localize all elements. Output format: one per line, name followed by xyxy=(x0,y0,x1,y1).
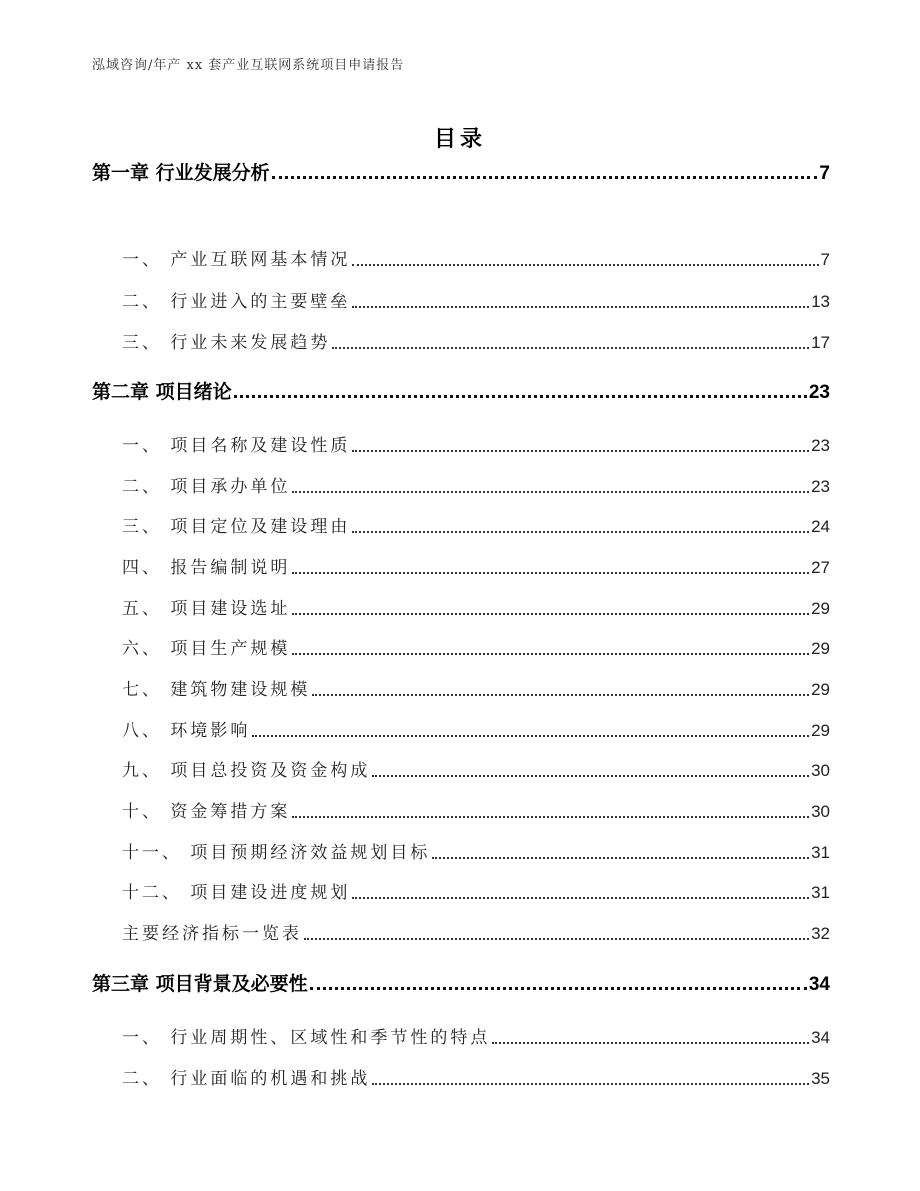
toc-section-entry[interactable] xyxy=(92,633,830,659)
toc-section-entry[interactable] xyxy=(92,755,830,781)
toc-page-number: 31 xyxy=(811,843,830,862)
toc-entry-label: 三、 行业未来发展趋势 xyxy=(122,333,331,353)
toc-section-entry[interactable] xyxy=(92,552,830,578)
toc-section-entry[interactable] xyxy=(92,593,830,619)
toc-page-number: 24 xyxy=(811,517,830,536)
toc-entry-label: 五、 项目建设选址 xyxy=(122,599,291,619)
dot-leader xyxy=(352,305,809,308)
toc-entry-label: 三、 项目定位及建设理由 xyxy=(122,517,351,537)
toc-entry-label: 二、 行业面临的机遇和挑战 xyxy=(122,1069,371,1089)
dot-leader xyxy=(352,530,809,533)
toc-entry-label: 第二章 项目绪论 xyxy=(92,381,232,403)
toc-chapter-entry[interactable] xyxy=(92,966,830,996)
toc-entry-label: 四、 报告编制说明 xyxy=(122,558,291,578)
dot-leader xyxy=(252,734,809,737)
toc-page-number: 27 xyxy=(811,558,830,577)
toc-page-number: 35 xyxy=(811,1069,830,1088)
dot-leader xyxy=(292,815,809,818)
toc-entry-label: 十二、 项目建设进度规划 xyxy=(122,883,351,903)
toc-page-number: 30 xyxy=(811,761,830,780)
toc-entry-label: 八、 环境影响 xyxy=(122,721,251,741)
toc-entry-label: 二、 项目承办单位 xyxy=(122,477,291,497)
dot-leader xyxy=(492,1041,809,1044)
toc-page-number: 29 xyxy=(811,639,830,658)
toc-page-number: 34 xyxy=(808,974,830,995)
toc-entry-label: 第一章 行业发展分析 xyxy=(92,162,270,184)
toc-entry-label: 十、 资金筹措方案 xyxy=(122,802,291,822)
toc-section-entry[interactable] xyxy=(92,1063,830,1089)
toc-page-number: 23 xyxy=(811,477,830,496)
toc-entry-label: 十一、 项目预期经济效益规划目标 xyxy=(122,843,431,863)
toc-section-entry[interactable] xyxy=(92,877,830,903)
toc-page-number: 30 xyxy=(811,802,830,821)
dot-leader xyxy=(352,449,809,452)
toc-entry-label: 二、 行业进入的主要壁垒 xyxy=(122,292,351,312)
toc-page-number: 13 xyxy=(811,292,830,311)
dot-leader xyxy=(352,263,818,266)
dot-leader xyxy=(234,394,807,398)
toc-section-entry[interactable] xyxy=(92,918,830,944)
dot-leader xyxy=(352,896,809,899)
toc-section-entry[interactable] xyxy=(92,715,830,741)
page-title: 目录 xyxy=(433,127,486,152)
dot-leader xyxy=(292,490,809,493)
toc-section-entry[interactable] xyxy=(92,327,830,353)
toc-entry-label: 一、 行业周期性、区域性和季节性的特点 xyxy=(122,1028,491,1048)
dot-leader xyxy=(312,693,809,696)
toc-entry-label: 六、 项目生产规模 xyxy=(122,639,291,659)
toc-section-entry[interactable] xyxy=(92,674,830,700)
toc-page-number: 7 xyxy=(820,250,830,269)
dot-leader xyxy=(304,937,809,940)
toc-chapter-entry[interactable] xyxy=(92,155,830,185)
toc-page-number: 17 xyxy=(811,333,830,352)
toc-section-entry[interactable] xyxy=(92,511,830,537)
toc-section-entry[interactable] xyxy=(92,244,830,270)
dot-leader xyxy=(272,175,818,179)
toc-page-number: 29 xyxy=(811,721,830,740)
dot-leader xyxy=(372,774,809,777)
toc-entry-label: 一、 项目名称及建设性质 xyxy=(122,436,351,456)
toc-page-number: 7 xyxy=(819,163,830,184)
toc-entry-label: 一、 产业互联网基本情况 xyxy=(122,250,351,270)
dot-leader xyxy=(292,612,809,615)
toc-page-number: 29 xyxy=(811,680,830,699)
toc-chapter-entry[interactable] xyxy=(92,374,830,404)
toc-page-number: 29 xyxy=(811,599,830,618)
toc-section-entry[interactable] xyxy=(92,430,830,456)
dot-leader xyxy=(292,571,809,574)
running-header: 泓域咨询/年产 xx 套产业互联网系统项目申请报告 xyxy=(92,58,405,73)
dot-leader xyxy=(310,986,807,990)
toc-page-number: 31 xyxy=(811,883,830,902)
dot-leader xyxy=(292,652,809,655)
toc-page-number: 23 xyxy=(811,436,830,455)
dot-leader xyxy=(332,346,809,349)
toc-section-entry[interactable] xyxy=(92,471,830,497)
dot-leader xyxy=(432,856,809,859)
toc-entry-label: 九、 项目总投资及资金构成 xyxy=(122,761,371,781)
toc-entry-label: 主要经济指标一览表 xyxy=(122,924,302,944)
dot-leader xyxy=(372,1082,809,1085)
toc-entry-label: 七、 建筑物建设规模 xyxy=(122,680,311,700)
toc-section-entry[interactable] xyxy=(92,1022,830,1048)
toc-section-entry[interactable] xyxy=(92,837,830,863)
toc-section-entry[interactable] xyxy=(92,796,830,822)
toc-page-number: 32 xyxy=(811,924,830,943)
toc-section-entry[interactable] xyxy=(92,286,830,312)
toc-page-number: 34 xyxy=(811,1028,830,1047)
toc-entry-label: 第三章 项目背景及必要性 xyxy=(92,973,308,995)
toc-page-number: 23 xyxy=(808,382,830,403)
